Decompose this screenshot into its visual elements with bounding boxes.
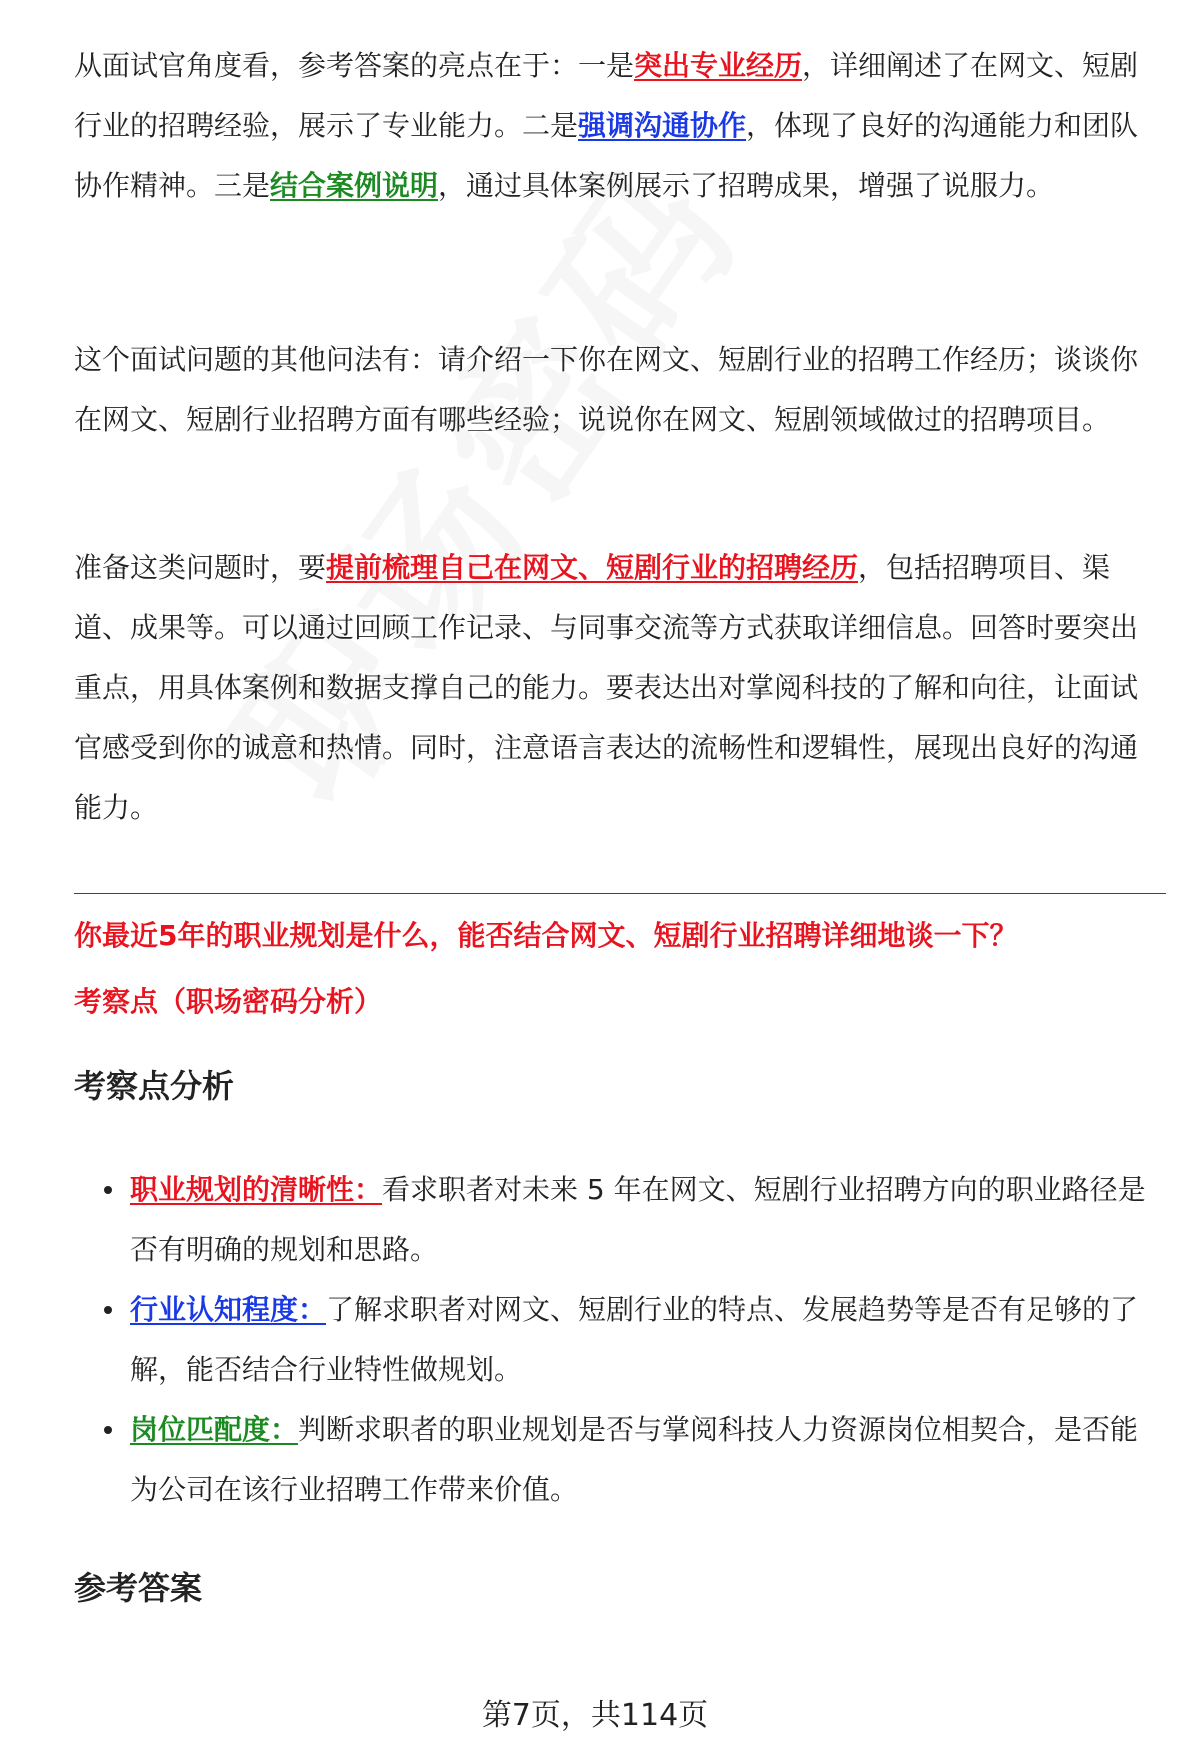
highlight-review-experience: 提前梳理自己在网文、短剧行业的招聘经历	[326, 551, 859, 584]
para1-text-2: ，详细阐述了在网文、短剧行业的招聘经验，展示了专业能力。二是	[74, 49, 1139, 142]
bullet-icon	[104, 1306, 112, 1314]
para1-text-1: 从面试官角度看，参考答案的亮点在于：一是	[74, 49, 635, 82]
question-subtitle: 考察点（职场密码分析）	[74, 985, 383, 1018]
highlight-communication: 强调沟通协作	[578, 109, 747, 142]
list-item	[74, 1280, 1164, 1400]
analysis-item-text: 了解求职者对网文、短剧行业的特点、发展趋势等是否有足够的了解，能否结合行业特性做规划。	[130, 1293, 1139, 1386]
analysis-item-text: 看求职者对未来 5 年在网文、短剧行业招聘方向的职业路径是否有明确的规划和思路。	[130, 1173, 1146, 1266]
answer-heading: 参考答案	[74, 1569, 203, 1607]
bullet-icon	[104, 1186, 112, 1194]
list-item	[74, 1400, 1164, 1520]
analysis-item-label: 行业认知程度：	[130, 1293, 327, 1326]
section-divider	[74, 893, 1166, 894]
analysis-list	[74, 1160, 1164, 1520]
para1-text-3: ，体现了良好的沟通能力和团队协作精神。三是	[74, 109, 1139, 202]
analysis-item-label: 岗位匹配度：	[130, 1413, 299, 1446]
list-item	[74, 1160, 1164, 1280]
para3-text-2: ，包括招聘项目、渠道、成果等。可以通过回顾工作记录、与同事交流等方式获取详细信息。回答时要突出重点，用具体案例和数据支撑自己的能力。要表达出对掌阅科技的了解和向往，让面试官感受到你的诚意和热情。同时，注意语言表达的流畅性和逻辑性，展现出良好的沟通能力。	[74, 551, 1139, 824]
analysis-item-text: 判断求职者的职业规划是否与掌阅科技人力资源岗位相契合，是否能为公司在该行业招聘工作带来价值。	[130, 1413, 1139, 1506]
bullet-icon	[104, 1426, 112, 1434]
para1-text-4: ，通过具体案例展示了招聘成果，增强了说服力。	[438, 169, 1055, 202]
highlight-professional-experience: 突出专业经历	[634, 49, 803, 82]
analysis-item-label: 职业规划的清晰性：	[130, 1173, 383, 1206]
para3-text-1: 准备这类问题时，要	[74, 551, 327, 584]
analysis-heading: 考察点分析	[74, 1067, 235, 1105]
paragraph-preparation	[74, 538, 1164, 838]
paragraph-highlights	[74, 36, 1164, 216]
paragraph-alternative-questions: 这个面试问题的其他问法有：请介绍一下你在网文、短剧行业的招聘工作经历；谈谈你在网文、短剧行业招聘方面有哪些经验；说说你在网文、短剧领域做过的招聘项目。	[74, 343, 1139, 436]
highlight-case-examples: 结合案例说明	[270, 169, 439, 202]
page-number: 第7页，共114页	[481, 1698, 709, 1733]
question-title: 你最近5年的职业规划是什么，能否结合网文、短剧行业招聘详细地谈一下？	[74, 919, 1018, 952]
